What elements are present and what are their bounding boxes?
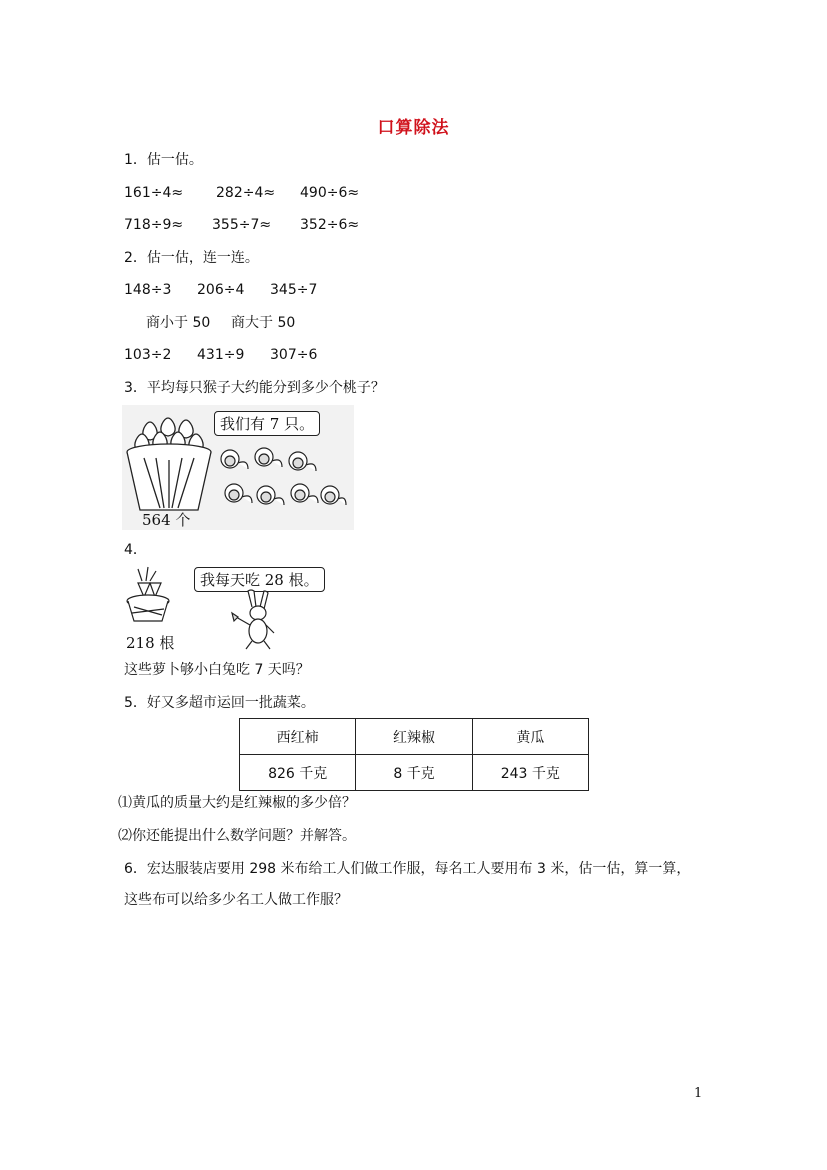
question-2-label: 2．估一估，连一连。 xyxy=(124,250,259,266)
speech-bubble: 我们有 7 只。 xyxy=(214,411,320,436)
q2-category: 商小于 50 xyxy=(146,315,211,331)
table-cell: 826 千克 xyxy=(240,755,356,791)
speech-bubble: 我每天吃 28 根。 xyxy=(194,567,325,592)
q2-top-row xyxy=(124,280,384,300)
q2-expr: 206÷4 xyxy=(197,282,245,298)
q1-expr: 490÷6≈ xyxy=(300,185,360,201)
question-4-text: 这些萝卜够小白兔吃 7 天吗？ xyxy=(124,662,310,678)
q1-expr: 282÷4≈ xyxy=(216,185,276,201)
question-4-label: 4． xyxy=(124,542,147,558)
q1-row-1 xyxy=(124,183,424,203)
q2-expr: 431÷9 xyxy=(197,347,245,363)
question-3-label: 3．平均每只猴子大约能分到多少个桃子？ xyxy=(124,380,385,396)
table-row xyxy=(240,755,589,791)
q1-expr: 352÷6≈ xyxy=(300,217,360,233)
q2-bottom-row xyxy=(124,345,384,365)
monkeys-icon xyxy=(214,443,354,518)
table-header-cell: 黄瓜 xyxy=(472,719,588,755)
rabbit-icon xyxy=(222,589,292,654)
table-header-cell: 红辣椒 xyxy=(356,719,472,755)
q1-expr: 161÷4≈ xyxy=(124,185,184,201)
q2-expr: 103÷2 xyxy=(124,347,172,363)
rabbit-carrot-illustration xyxy=(122,565,317,655)
q2-middle-row xyxy=(146,313,346,333)
question-1-label: 1．估一估。 xyxy=(124,152,203,168)
q1-expr: 718÷9≈ xyxy=(124,217,184,233)
peach-monkey-illustration xyxy=(122,405,354,530)
page-number: 1 xyxy=(694,1086,703,1101)
q2-expr: 345÷7 xyxy=(270,282,318,298)
table-header-row xyxy=(240,719,589,755)
q2-expr: 148÷3 xyxy=(124,282,172,298)
question-6-line-2: 这些布可以给多少名工人做工作服？ xyxy=(124,892,348,908)
q1-row-2 xyxy=(124,215,424,235)
question-5-sub-2: ⑵你还能提出什么数学问题？并解答。 xyxy=(118,828,356,844)
basket-caption: 564 个 xyxy=(142,511,191,529)
table-cell: 243 千克 xyxy=(472,755,588,791)
carrot-basket-icon xyxy=(124,565,174,625)
page-title: 口算除法 xyxy=(377,118,450,138)
question-5-sub-1: ⑴黄瓜的质量大约是红辣椒的多少倍？ xyxy=(118,795,356,811)
question-6-line-1: 6．宏达服装店要用 298 米布给工人们做工作服，每名工人要用布 3 米，估一估，算一算， xyxy=(124,861,691,877)
table-cell: 8 千克 xyxy=(356,755,472,791)
question-5-label: 5．好又多超市运回一批蔬菜。 xyxy=(124,695,315,711)
vegetable-table xyxy=(239,718,589,791)
table-header-cell: 西红柿 xyxy=(240,719,356,755)
basket-caption: 218 根 xyxy=(126,634,175,652)
peach-basket-icon xyxy=(122,410,222,520)
q2-category: 商大于 50 xyxy=(231,315,296,331)
q1-expr: 355÷7≈ xyxy=(212,217,272,233)
q2-expr: 307÷6 xyxy=(270,347,318,363)
